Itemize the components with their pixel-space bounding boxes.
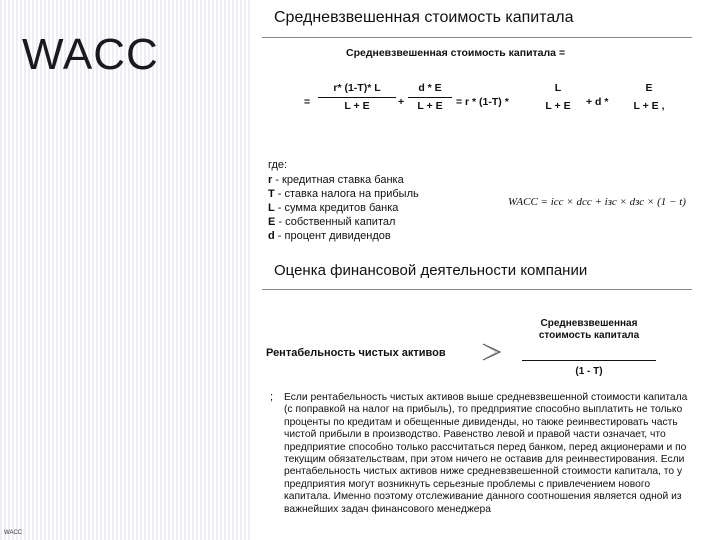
legend-symbol: r <box>268 174 273 186</box>
fraction-1-numerator: r* (1-T)* L <box>333 82 381 94</box>
comparison-left: Рентабельность чистых активов <box>266 347 446 359</box>
footer-label: WACC <box>4 530 23 536</box>
fraction-3 <box>540 82 576 114</box>
legend-where: где: <box>268 159 288 171</box>
fraction-3-numerator: L <box>554 82 562 94</box>
semicolon-mark: ; <box>270 391 274 403</box>
formula-middle-term: = r * (1-T) * <box>456 96 509 108</box>
legend-symbol: E <box>268 216 276 228</box>
fraction-1 <box>318 82 396 114</box>
legend-text: - кредитная ставка банка <box>272 174 404 186</box>
fraction-2 <box>408 82 452 114</box>
fraction-2-numerator: d * E <box>418 82 442 94</box>
legend-text: - сумма кредитов банка <box>274 202 399 214</box>
fraction-1-denominator: L + E <box>344 100 370 112</box>
wacc-formula: WACC = iсс × dсс + iзс × dзс × (1 − t) <box>508 196 686 208</box>
comparison-right-denominator: (1 - T) <box>575 366 603 377</box>
formula-equals: = <box>304 96 311 108</box>
fraction-2-denominator: L + E <box>417 100 443 112</box>
comparison-fraction-bar <box>522 360 656 361</box>
legend-item-l <box>268 202 398 214</box>
fraction-3-denominator: L + E <box>545 100 571 112</box>
legend-item-r <box>268 174 404 186</box>
formula-header: Средневзвешенная стоимость капитала = <box>346 47 566 59</box>
explanation-paragraph: Если рентабельность чистых активов выше средневзвешенной стоимости капитала (с поправкой на налог на прибыль), то предприятие способно выплатить не только проценты по кредитам и обещенные дивиденды, но также реинвестировать часть чистой прибыли в производство. Равенство левой и правой части означает, что предприятие способно только рассчитаться перед банком, перед акционерами и по текущим обязательствам, при этом ничего не оставив для реинвестирования. Если рентабельность чистых активов ниже средневзвешенной стоимости капитала, то у предприятия могут возникнуть серьезные проблемы с привлечением нового капитала. Именно поэтому отслеживание данного соотношения является одной из важнейших задач финансового менеджера <box>284 392 688 515</box>
fraction-3-bar <box>540 97 576 98</box>
legend-text: - ставка налога на прибыль <box>274 188 419 200</box>
sidebar-panel <box>0 0 252 540</box>
comparison-right-numerator: Средневзвешенная стоимость капитала <box>538 318 640 341</box>
legend-symbol: L <box>268 202 275 214</box>
legend-item-t <box>268 188 419 200</box>
greater-than-icon <box>480 340 504 369</box>
sidebar-title: WACC <box>22 30 159 79</box>
legend-symbol: T <box>268 188 275 200</box>
legend-item-e <box>268 216 395 228</box>
formula-plus-1: + <box>398 96 405 108</box>
fraction-4 <box>626 82 672 114</box>
slide-content <box>260 0 720 540</box>
legend-symbol: d <box>268 230 275 242</box>
formula-plus-2: + d * <box>586 96 609 108</box>
title-divider <box>262 37 692 38</box>
fraction-4-denominator: L + E , <box>633 100 665 112</box>
legend-item-d <box>268 230 391 242</box>
section-title: Оценка финансовой деятельности компании <box>274 262 588 279</box>
slide-title: Средневзвешенная стоимость капитала <box>274 9 574 26</box>
legend-text: - собственный капитал <box>275 216 396 228</box>
fraction-4-numerator: E <box>645 82 653 94</box>
fraction-1-bar <box>318 97 396 98</box>
section-divider <box>262 289 692 290</box>
fraction-2-bar <box>408 97 452 98</box>
legend-text: - процент дивидендов <box>274 230 391 242</box>
fraction-4-bar <box>626 97 672 98</box>
